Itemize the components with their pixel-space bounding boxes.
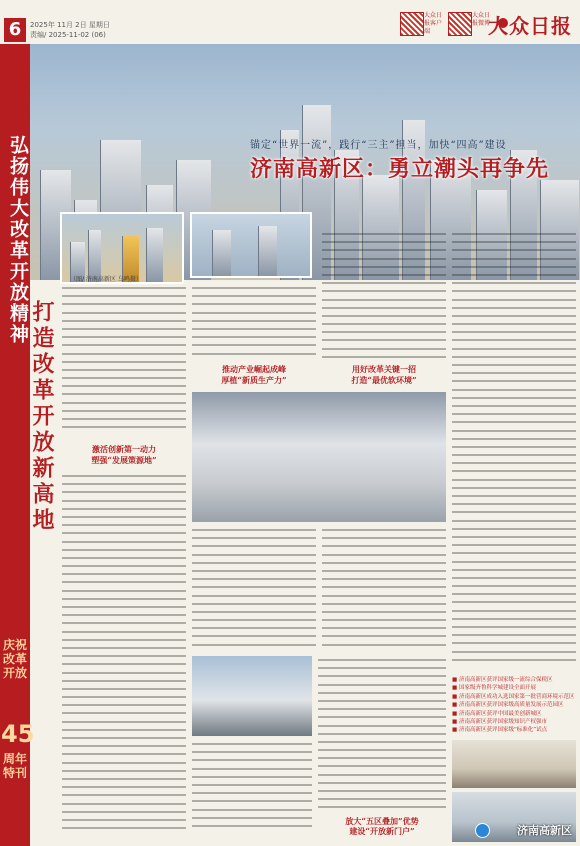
list-item: ■ 济南高新区成功入选国家第一批营商环境示范区	[452, 693, 576, 701]
article-text	[318, 656, 446, 816]
qr-caption: 大众日报微博	[472, 12, 491, 27]
section-heading: 推动产业崛起成峰 厚植“新质生产力”	[221, 364, 287, 385]
list-item: ■ 济南高新区获评国家级高质量发展示范园区	[452, 701, 576, 709]
hero-kicker: 锚定“世界一流”，践行“三主”担当，加快“四高”建设	[250, 140, 507, 151]
anniversary-suffix: 周年特刊	[2, 752, 27, 780]
page-header	[0, 0, 580, 44]
section-heading: 用好改革关键一招 打造“最优软环境”	[351, 364, 417, 385]
article-text	[452, 230, 576, 670]
qr-code-icon	[448, 12, 472, 36]
qr-caption: 大众日报客户端	[424, 12, 443, 35]
article-text	[62, 472, 186, 836]
achievements-list	[452, 676, 576, 735]
article-text	[192, 740, 312, 836]
page-number: 6	[4, 18, 26, 42]
page-title: 济南高新区：勇立潮头再争先	[250, 156, 550, 182]
weibo-icon	[475, 823, 490, 838]
banner-slogan-2: 打造改革开放新高地	[29, 300, 55, 534]
section-heading: 放大“五区叠加”优势 建设“开放新门户”	[345, 816, 419, 836]
article-text	[322, 526, 446, 652]
masthead: 大众日报	[488, 14, 572, 38]
section-heading: 激活创新第一动力 塑强“发展策源地”	[91, 444, 157, 465]
anniversary-prefix: 庆祝改革开放	[2, 638, 27, 680]
factory-photo	[192, 392, 446, 522]
photo-caption: （图/ 济南高新区 乌鸣摄）	[70, 276, 142, 283]
date-line: 2025年 11月 2日 星期日	[30, 21, 110, 29]
watermark: 济南高新区	[517, 824, 572, 837]
anniversary-number: 45	[1, 720, 35, 748]
office-photo	[452, 740, 576, 788]
edition-line: 责编/ 2025-11-02 (06)	[30, 31, 106, 39]
list-item: ■ 国家级齐鲁科学城建设全面开展	[452, 684, 576, 692]
left-banner	[0, 44, 35, 846]
article-text	[62, 284, 186, 436]
list-item: ■ 济南高新区获评国家级“标准化”试点	[452, 726, 576, 734]
qr-code-icon	[400, 12, 424, 36]
list-item: ■ 济南高新区获评国家级知识产权强市	[452, 718, 576, 726]
article-text	[192, 526, 316, 652]
article-text	[322, 230, 446, 364]
logistics-photo	[192, 656, 312, 736]
article-text	[192, 284, 316, 364]
list-item: ■ 济南高新区获评国家级一流综合保税区	[452, 676, 576, 684]
list-item: ■ 济南高新区获评中国最美创新城区	[452, 710, 576, 718]
inset-photo	[190, 212, 312, 278]
banner-slogan: 弘扬伟大改革开放精神	[7, 135, 29, 345]
